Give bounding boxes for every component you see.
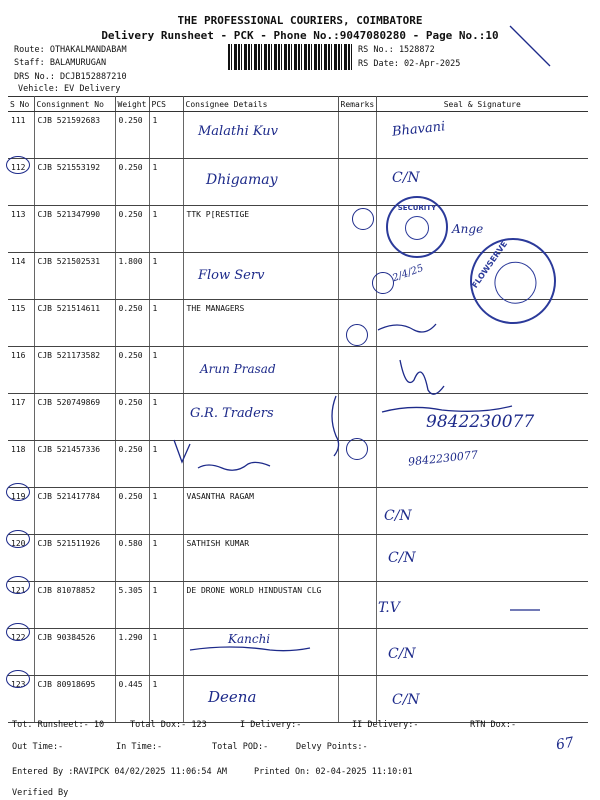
- cell-sno: 113: [8, 206, 34, 253]
- handwritten-phone: 9842230077: [407, 448, 479, 469]
- circle-mark: [372, 272, 394, 294]
- cell-consignment: CJB 521514611: [34, 300, 115, 347]
- cell-consignment: CJB 521457336: [34, 441, 115, 488]
- handwritten-signature: Ange: [452, 222, 484, 236]
- cell-sno: 122: [8, 629, 34, 676]
- cell-consignment: CJB 521173582: [34, 347, 115, 394]
- handwritten-signature: T.V: [378, 600, 400, 616]
- cell-consignment: CJB 81078852: [34, 582, 115, 629]
- ink-stroke: [174, 440, 190, 462]
- ink-stroke: [382, 406, 512, 412]
- cell-consignee: TTK P[RESTIGE: [183, 206, 338, 253]
- col-consignment: Consignment No: [34, 97, 115, 112]
- cell-sno: 112: [8, 159, 34, 206]
- cell-sno: 115: [8, 300, 34, 347]
- handwritten-consignee: Arun Prasad: [200, 362, 276, 376]
- cell-consignment: CJB 521511926: [34, 535, 115, 582]
- cell-pcs: 1: [149, 582, 183, 629]
- cell-weight: 0.445: [115, 676, 149, 723]
- delvy-points: Delvy Points:-: [296, 742, 368, 752]
- cell-weight: 0.250: [115, 112, 149, 159]
- cell-pcs: 1: [149, 488, 183, 535]
- circle-mark: [6, 156, 30, 174]
- cell-weight: 1.290: [115, 629, 149, 676]
- handwritten-consignee: Kanchi: [228, 632, 271, 646]
- col-weight: Weight: [115, 97, 149, 112]
- cell-consignment: CJB 520749869: [34, 394, 115, 441]
- total-pod: Total POD:-: [212, 742, 269, 752]
- circle-mark: [6, 530, 30, 548]
- cell-pcs: 1: [149, 535, 183, 582]
- ii-delivery: II Delivery:-: [352, 720, 419, 730]
- cell-consignment: CJB 521417784: [34, 488, 115, 535]
- cell-sno: 118: [8, 441, 34, 488]
- handwritten-signature: C/N: [388, 550, 416, 566]
- circle-mark: [352, 208, 374, 230]
- emblem-icon: [405, 216, 429, 240]
- verified-by: Verified By: [12, 788, 69, 798]
- cell-pcs: 1: [149, 629, 183, 676]
- cell-sno: 119: [8, 488, 34, 535]
- cell-consignment: CJB 521592683: [34, 112, 115, 159]
- rs-number: RS No.: 1528872: [358, 45, 435, 55]
- in-time: In Time:-: [116, 742, 163, 752]
- ink-stroke: [378, 324, 436, 332]
- rs-date: RS Date: 02-Apr-2025: [358, 59, 461, 69]
- stamp-text: FLOWSERVE: [470, 239, 510, 290]
- cell-sno: 123: [8, 676, 34, 723]
- cell-pcs: 1: [149, 253, 183, 300]
- rtn-dox: RTN Dox:-: [470, 720, 517, 730]
- cell-pcs: 1: [149, 676, 183, 723]
- col-pcs: PCS: [149, 97, 183, 112]
- cell-sno: 120: [8, 535, 34, 582]
- cell-pcs: 1: [149, 206, 183, 253]
- col-sno: S No: [8, 97, 34, 112]
- cell-consignee: THE MANAGERS: [183, 300, 338, 347]
- cell-pcs: 1: [149, 394, 183, 441]
- company-title: THE PROFESSIONAL COURIERS, COIMBATORE: [177, 14, 423, 27]
- cell-consignment: CJB 80918695: [34, 676, 115, 723]
- handwritten-signature: C/N: [392, 692, 420, 708]
- circle-mark: [6, 623, 30, 641]
- cell-weight: 5.305: [115, 582, 149, 629]
- ink-stroke: [400, 360, 444, 394]
- handwritten-phone: 9842230077: [426, 412, 535, 432]
- cell-sno: 114: [8, 253, 34, 300]
- cell-pcs: 1: [149, 300, 183, 347]
- cell-consignment: CJB 521502531: [34, 253, 115, 300]
- drs-number: DRS No.: DCJB152887210: [14, 72, 127, 82]
- cell-consignee: SATHISH KUMAR: [183, 535, 338, 582]
- cell-weight: 0.250: [115, 206, 149, 253]
- i-delivery: I Delivery:-: [240, 720, 302, 730]
- cell-weight: 1.800: [115, 253, 149, 300]
- out-time: Out Time:-: [12, 742, 64, 752]
- circle-mark: [346, 438, 368, 460]
- cell-sno: 121: [8, 582, 34, 629]
- handwritten-signature: C/N: [388, 646, 416, 662]
- cell-pcs: 1: [149, 441, 183, 488]
- handwritten-date: 2/4/25: [391, 262, 426, 285]
- cell-consignee: VASANTHA RAGAM: [183, 488, 338, 535]
- vehicle-label: Vehicle: EV Delivery: [18, 84, 121, 94]
- handwritten-page-mark: 67: [554, 734, 576, 754]
- cell-sno: 116: [8, 347, 34, 394]
- cell-weight: 0.250: [115, 441, 149, 488]
- security-stamp: [386, 196, 448, 258]
- col-signature: Seal & Signature: [376, 97, 588, 112]
- tot-runsheet: Tot. Runsheet:- 10: [12, 720, 105, 730]
- cell-consignment: CJB 90384526: [34, 629, 115, 676]
- handwritten-signature: C/N: [384, 508, 412, 524]
- route-label: Route: OTHAKALMANDABAM: [14, 45, 127, 55]
- printed-on: Printed On: 02-04-2025 11:10:01: [254, 767, 413, 777]
- entered-by: Entered By :RAVIPCK 04/02/2025 11:06:54 AM: [12, 767, 227, 777]
- cell-weight: 0.250: [115, 300, 149, 347]
- cell-weight: 0.250: [115, 394, 149, 441]
- cell-sno: 111: [8, 112, 34, 159]
- cell-weight: 0.250: [115, 347, 149, 394]
- cell-weight: 0.250: [115, 159, 149, 206]
- cell-weight: 0.580: [115, 535, 149, 582]
- circle-mark: [6, 483, 30, 501]
- total-dox: Total Dox:- 123: [130, 720, 207, 730]
- handwritten-consignee: Flow Serv: [198, 268, 265, 283]
- cell-consignment: CJB 521553192: [34, 159, 115, 206]
- cell-consignment: CJB 521347990: [34, 206, 115, 253]
- cell-pcs: 1: [149, 159, 183, 206]
- col-consignee: Consignee Details: [183, 97, 338, 112]
- circle-mark: [6, 576, 30, 594]
- circle-mark: [346, 324, 368, 346]
- stamp-text: SECURITY: [397, 204, 437, 212]
- ink-stroke: [332, 396, 339, 456]
- handwritten-consignee: Dhigamay: [206, 172, 278, 188]
- cell-sno: 117: [8, 394, 34, 441]
- staff-label: Staff: BALAMURUGAN: [14, 58, 107, 68]
- cell-consignee: DE DRONE WORLD HINDUSTAN CLG: [183, 582, 338, 629]
- circle-mark: [6, 670, 30, 688]
- handwritten-consignee: G.R. Traders: [190, 406, 274, 421]
- cell-pcs: 1: [149, 112, 183, 159]
- runsheet-subtitle: Delivery Runsheet - PCK - Phone No.:9047080280 - Page No.:10: [101, 29, 499, 42]
- ink-stroke: [510, 26, 550, 66]
- cell-pcs: 1: [149, 347, 183, 394]
- handwritten-consignee: Deena: [208, 688, 257, 706]
- col-remarks: Remarks: [338, 97, 376, 112]
- handwritten-consignee: Malathi Kuv: [198, 124, 278, 139]
- handwritten-signature: C/N: [392, 170, 420, 186]
- cell-weight: 0.250: [115, 488, 149, 535]
- ink-stroke: [198, 462, 270, 470]
- handwritten-signature: Bhavani: [391, 119, 446, 140]
- ink-stroke: [190, 647, 310, 651]
